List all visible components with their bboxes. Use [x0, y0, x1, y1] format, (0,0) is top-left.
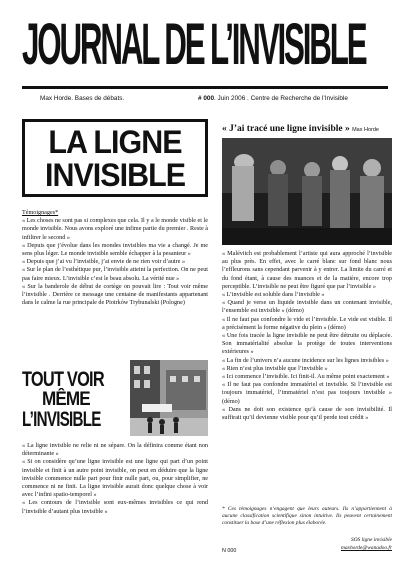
statement-6: « La fin de l’univers n’a aucune incidence sur les lignes invisibles » [222, 357, 389, 364]
signature-email [290, 545, 392, 552]
left-column-bottom [22, 442, 208, 516]
footnote: * Ces témoignages n’engagent que leurs auteurs. Ils n’appartiennent à aucune classification scientifique sinon intuitive. Ils peuvent certainement constituer la base d’une réflexion plus élaborée. [222, 506, 392, 527]
signature-email-text: maxhorde@wanadoo.fr [340, 545, 392, 551]
tout-voir-line-2: MÊME [42, 389, 90, 410]
definition-1: « La ligne invisible ne relie ni ne sépare. On la définira comme étant non déterminante » [22, 443, 208, 458]
statement-3: « Quand je verse un liquide invisible dans un contenant invisible, l’ensemble est invisible » (démo) [222, 300, 392, 315]
statement-10: « Dans ne doit son existence qu’à cause de son invisibilité. Il suffirait qu’il devienne visible pour qu’il perde tout crédit » [222, 406, 392, 422]
definition-3: « Les contours de l’invisible sont eux-mêmes invisibles ce qui rend l’invisible d’autant plus invisible » [22, 500, 208, 515]
street-protest-photo [130, 360, 208, 436]
statement-1: « Malévitch est probablement l’artiste qui aura approché l’invisible au plus près. En effet, avec le carré blanc sur fond blanc nous l’effleurons sans cependant parvenir à y entrer. La limite du carré et du fond étant, à cause des nuances et de la matière, encore trop perceptible. L’invisible ne peut être figuré que par l’invisible » [222, 251, 392, 290]
left-column-top [22, 209, 208, 307]
statement-2: « L’invisible est soluble dans l’invisible » [222, 292, 325, 299]
testimony-1: « Les choses ne sont pas si complexes que cela. Il y a le monde visible et le monde invisible. Nous avons exploré une infime partie du premier . Reste à infiltrer le second » [22, 218, 208, 241]
testimony-5: « Sur la banderole de début de cortège on pouvait lire : Tout voir même l’invisible . Derrière ce message une centaine de manifestants appartenant dans le calme la rue principale de Piotrków Trybunalski (Pologne) [22, 283, 208, 307]
article-title [222, 124, 379, 134]
article-author: Max Horde [352, 127, 379, 133]
hero-line-1: LA LIGNE [48, 124, 182, 160]
article-title-text: « J’ai tracé une ligne invisible » [222, 124, 350, 134]
gallery-photo-drawing [222, 138, 392, 245]
subheader-right [198, 95, 348, 102]
statement-8: « Ici commence l’invisible. Ici finit-il. Au même point exactement » [222, 374, 390, 381]
definition-2: « Si on considère qu’une ligne invisible est une ligne qui part d’un point invisible et finit à un autre point invisible, on peut en déduire que la ligne invisible commence nulle part pour finir nulle part, ou, pour simplifier, ne commence ni ne finit. La ligne invisible aurait donc quelque chose à voir avec l’infini spatio-temporel » [22, 459, 208, 499]
statement-9: « Il ne faut pas confondre immatériel et invisible. Si l’invisible est toujours immatériel, l’immatériel n’est pas toujours invisible » (démo) [222, 382, 392, 405]
statement-7: « Rien n’est plus invisible que l’invisible » [222, 365, 328, 372]
testimony-4: « Sur le plan de l’esthétique pur, l’invisible atteint la perfection. On ne peut pas faire mieux. L’invisible c’est le beau absolu. La vérité nue » [22, 267, 208, 282]
statement-5: « Une fois tracée la ligne invisible ne peut être détruite ou déplacée. Son immatérialité absolue la protège de toutes interventions extérieures » [222, 333, 392, 356]
gallery-visitors-photo [222, 138, 392, 245]
testimony-3: « Depuis que j’ai vu l’invisible, j’ai envie de ne rien voir d’autre » [22, 259, 186, 266]
subheader-left: Max Horde. Bases de débats. [40, 95, 125, 102]
tout-voir-line-3: L’INVISIBLE [22, 408, 101, 431]
statement-4: « Il ne faut pas confondre le vide et l’invisible. Le vide est visible. Il a précisément la forme négative du plein » (démo) [222, 316, 392, 331]
testimonies-heading: Témoignages* [22, 210, 59, 216]
street-photo-drawing [130, 360, 208, 436]
hero-box [22, 119, 208, 197]
subheader-date: . Juin 2006 . Centre de Recherche de l’Invisible [214, 95, 348, 102]
masthead-rule [22, 86, 388, 89]
tout-voir-line-1: TOUT VOIR [22, 370, 104, 391]
tout-voir-stamp [22, 370, 126, 432]
testimony-2: « Depuis que j’évolue dans les mondes invisibles ma vie a changé. Je me sens plus léger. Le monde invisible semble échapper à la pesanteur » [22, 242, 208, 258]
issue-small: N 000 [222, 548, 237, 554]
issue-number: # 000 [198, 95, 214, 102]
signature-line-1: SOS ligne invisible [350, 537, 392, 543]
masthead-title: JOURNAL DE L’INVISIBLE [22, 12, 366, 77]
right-column-text [222, 250, 392, 422]
hero-line-2: INVISIBLE [44, 157, 186, 193]
